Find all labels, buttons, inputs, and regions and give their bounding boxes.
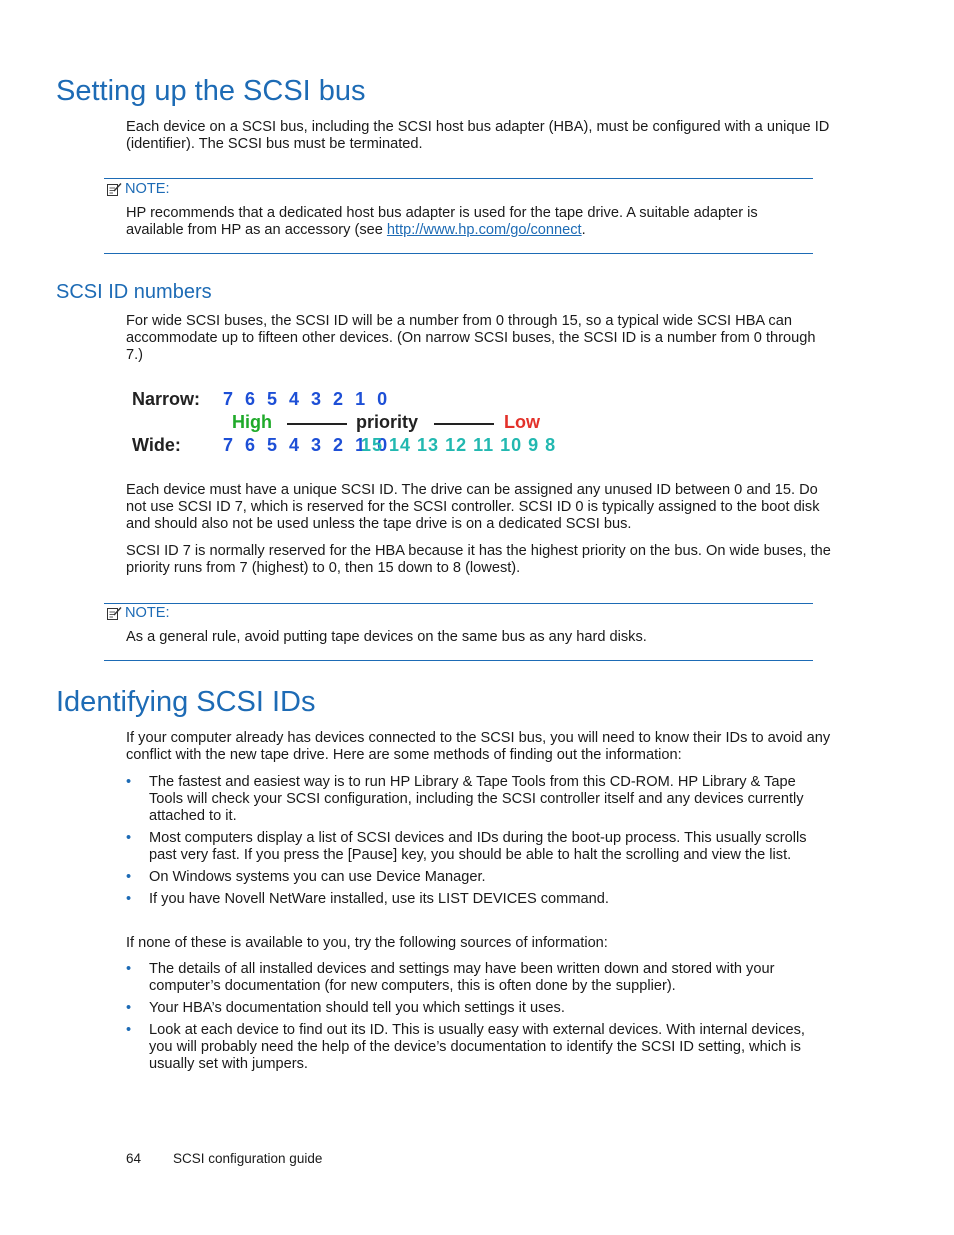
section2-para2: SCSI ID 7 is normally reserved for the HBA because it has the highest priority on the bus. On wide buses, the priority runs from 7 (highest) to 0, then 15 down to 8 (lowest). [126, 543, 831, 576]
low-label: Low [504, 412, 540, 432]
section1-intro: Each device on a SCSI bus, including the SCSI host bus adapter (HBA), must be configured with a unique ID (identifier). The SCSI bus must be terminated. [126, 119, 830, 152]
section2-para1: Each device must have a unique SCSI ID. The drive can be assigned any unused ID between 0 and 15. Do not use SCSI ID 7, which is reserved for the SCSI controller. SCSI ID 0 is typically assigned to the boot disk and should also not be used unless the tape drive is on a dedicated SCSI bus. [126, 482, 820, 532]
narrow-ids: 7 6 5 4 3 2 1 0 [223, 389, 391, 409]
bullet-icon: • [126, 891, 132, 907]
section1-note-text [126, 205, 816, 239]
footer-guide-title: SCSI configuration guide [173, 1151, 323, 1166]
list-item-text: Look at each device to find out its ID. This is usually easy with external devices. With internal devices, you will probably need the help of the device’s documentation to identify the SCSI ID setting, which is usually set with jumpers. [149, 1022, 805, 1072]
note-label: NOTE: [125, 181, 170, 197]
page-number: 64 [126, 1151, 142, 1166]
section2-note-text: As a general rule, avoid putting tape devices on the same bus as any hard disks. [126, 629, 647, 645]
list-item-text: Most computers display a list of SCSI devices and IDs during the boot-up process. This usually scrolls past very fast. If you press the [Pause] key, you should be able to halt the scrolling and view the list. [149, 830, 807, 863]
list-item-text: The details of all installed devices and settings may have been written down and stored with your computer’s documentation (for new computers, this is often done by the supplier). [149, 961, 775, 994]
list-item [126, 774, 816, 825]
note-text-post: . [581, 222, 586, 238]
sources-list [126, 961, 816, 1078]
section3-intro: If your computer already has devices connected to the SCSI bus, you will need to know their IDs to avoid any conflict with the new tape drive. Here are some methods of finding out the information: [126, 730, 831, 763]
scsi-priority-diagram [132, 389, 592, 461]
priority-label: priority [356, 412, 419, 432]
wide-ids-high: 15 14 13 12 11 10 9 8 [361, 435, 557, 455]
narrow-label: Narrow: [132, 389, 201, 409]
wide-ids-low: 7 6 5 4 3 2 1 0 [223, 435, 391, 455]
bullet-icon: • [126, 830, 132, 846]
hp-connect-link[interactable]: http://www.hp.com/go/connect [386, 222, 582, 238]
methods-list [126, 774, 816, 913]
list-item [126, 830, 816, 864]
list-item-text: The fastest and easiest way is to run HP Library & Tape Tools from this CD-ROM. HP Library & Tape Tools will check your SCSI configuration, including the SCSI controller itself and any devices currently attached to it. [149, 774, 804, 824]
note2-label: NOTE: [125, 605, 170, 621]
list-item-text: Your HBA’s documentation should tell you which settings it uses. [149, 1000, 565, 1016]
list-item-text: On Windows systems you can use Device Manager. [149, 869, 486, 885]
bullet-icon: • [126, 869, 132, 885]
list-item-text: If you have Novell NetWare installed, use its LIST DEVICES command. [149, 891, 609, 907]
priority-line-left [287, 423, 347, 425]
note2-heading [106, 605, 170, 621]
list-item [126, 1022, 816, 1073]
list-item [126, 961, 816, 995]
note2-top-rule [104, 603, 813, 604]
note-text-pre: HP recommends that a dedicated host bus adapter is used for the tape drive. A suitable adapter is available from HP as an accessory (see [126, 205, 758, 238]
bullet-icon: • [126, 1022, 132, 1038]
wide-label: Wide: [132, 435, 181, 455]
note2-bottom-rule [104, 660, 813, 661]
high-label: High [232, 412, 272, 432]
note-bottom-rule [104, 253, 813, 254]
note-top-rule [104, 178, 813, 179]
note-heading [106, 181, 170, 197]
section3-middle: If none of these is available to you, try the following sources of information: [126, 935, 608, 951]
bullet-icon: • [126, 961, 132, 977]
note-icon [106, 606, 122, 621]
priority-line-right [434, 423, 494, 425]
section-title-identifying-scsi-ids: Identifying SCSI IDs [56, 686, 316, 718]
list-item [126, 891, 816, 908]
bullet-icon: • [126, 774, 132, 790]
list-item [126, 1000, 816, 1017]
section2-intro: For wide SCSI buses, the SCSI ID will be a number from 0 through 15, so a typical wide SCSI HBA can accommodate up to fifteen other devices. (On narrow SCSI buses, the SCSI ID is a number from 0 through 7.) [126, 313, 816, 363]
bullet-icon: • [126, 1000, 132, 1016]
page-title: Setting up the SCSI bus [56, 75, 366, 107]
section-title-scsi-id-numbers: SCSI ID numbers [56, 281, 212, 303]
note-icon [106, 182, 122, 197]
list-item [126, 869, 816, 886]
